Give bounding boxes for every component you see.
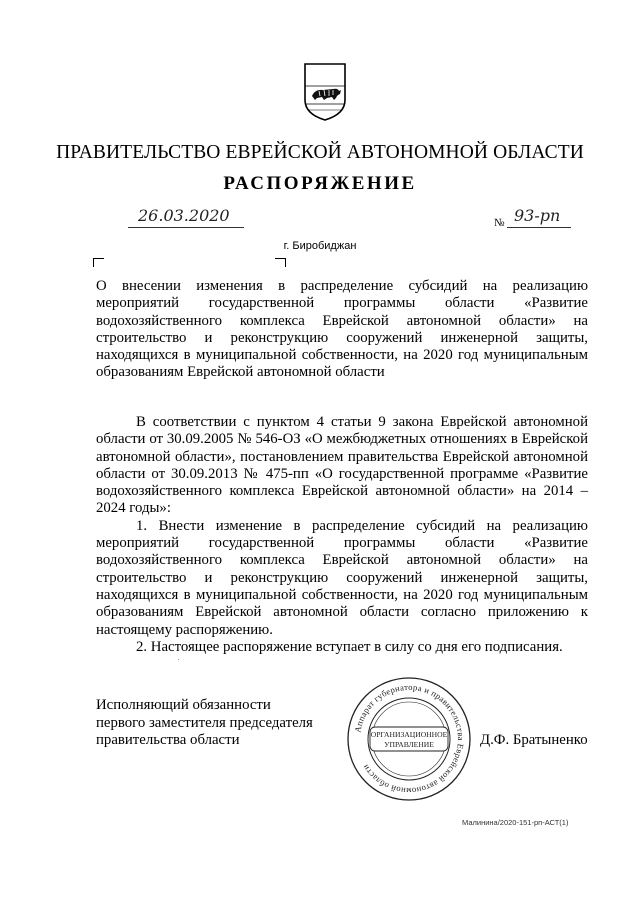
number-underline bbox=[507, 227, 571, 228]
document-body bbox=[96, 414, 588, 656]
stamp-ring-text: Аппарат губернатора и правительства Еврейской автономной области bbox=[352, 681, 467, 797]
document-number: 93-рп bbox=[514, 206, 561, 225]
document-subject: О внесении изменения в распределение субсидий на реализацию мероприятий государственной программы области «Развитие водохозяйственного комплекса Еврейской автономной области» на строительство и реконструкцию сооружений инженерной защиты, находящихся в муниципальной собственности, на 2020 год муниципальным образованиям Еврейской автономной области bbox=[96, 278, 588, 381]
body-paragraph: 2. Настоящее распоряжение вступает в силу со дня его подписания. bbox=[136, 638, 563, 655]
signer-position bbox=[96, 697, 313, 750]
signer-name: Д.Ф. Братыненко bbox=[480, 732, 588, 748]
coat-of-arms-emblem bbox=[303, 62, 347, 122]
stamp-center-line: ОРГАНИЗАЦИОННОЕ bbox=[370, 730, 448, 739]
stamp-center-line: УПРАВЛЕНИЕ bbox=[384, 740, 434, 749]
body-paragraph: В соответствии с пунктом 4 статьи 9 закона Еврейской автономной области от 30.09.2005 № 546-ОЗ «О межбюджетных отношениях в Еврейской автономной области», постановлением правительства Еврейской автономной области от 30.09.2013 № 475-пп «О государственной программе «Развитие водохозяйственного комплекса Еврейской автономной области» на 2014 – 2024 годы»: bbox=[96, 414, 588, 517]
signer-line: первого заместителя председателя bbox=[96, 714, 313, 731]
government-title: ПРАВИТЕЛЬСТВО ЕВРЕЙСКОЙ АВТОНОМНОЙ ОБЛАСТИ bbox=[56, 142, 584, 163]
scan-speck bbox=[178, 659, 179, 660]
signer-line: Исполняющий обязанности bbox=[96, 697, 271, 713]
document-date: 26.03.2020 bbox=[138, 206, 230, 225]
document-reference-code: Малинина/2020-151-рп-АСТ(1) bbox=[462, 818, 569, 827]
official-seal-stamp bbox=[344, 674, 474, 804]
subject-bracket-right bbox=[275, 258, 286, 267]
subject-bracket-left bbox=[93, 258, 104, 267]
body-paragraph: 1. Внести изменение в распределение субсидий на реализацию мероприятий государственной программы области «Развитие водохозяйственного комплекса Еврейской автономной области» на строительство и реконструкцию сооружений инженерной защиты, находящихся в муниципальной собственности, на 2020 год муниципальным образованиям Еврейской автономной области согласно приложению к настоящему распоряжению. bbox=[96, 517, 588, 638]
signer-line: правительства области bbox=[96, 732, 240, 748]
date-underline bbox=[128, 227, 244, 228]
document-type-title: РАСПОРЯЖЕНИЕ bbox=[223, 173, 417, 194]
city-label: г. Биробиджан bbox=[283, 240, 357, 252]
number-label: № bbox=[494, 217, 505, 229]
